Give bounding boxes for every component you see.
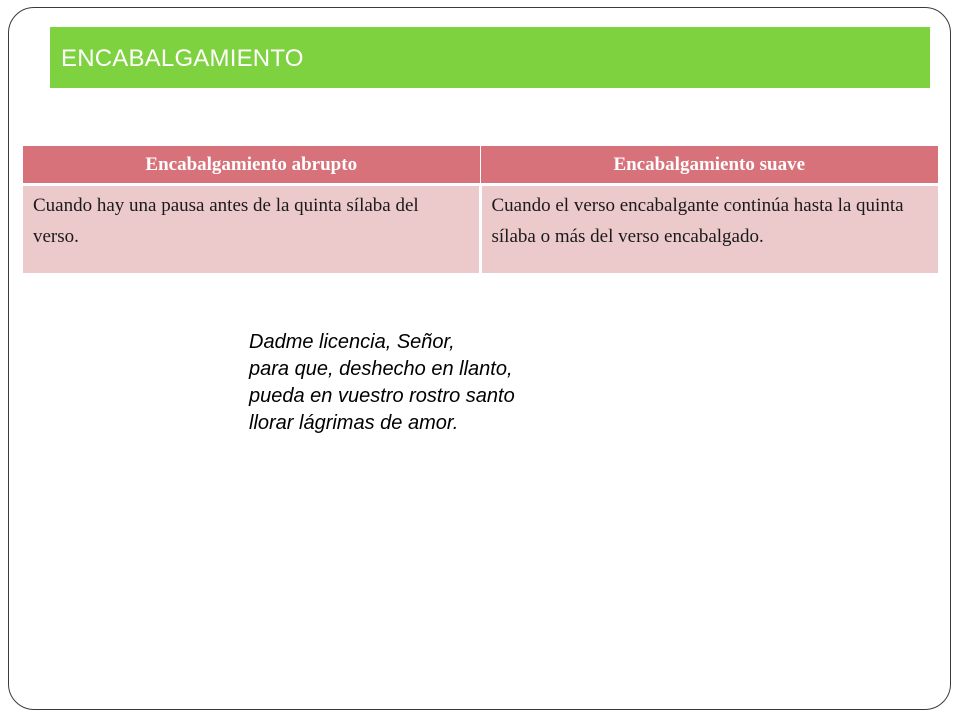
title-bar [50, 27, 930, 88]
header-suave: Encabalgamiento suave [480, 146, 938, 185]
poem-line: Dadme licencia, Señor, [249, 331, 455, 353]
table-row [23, 185, 938, 273]
comparison-table [23, 146, 938, 273]
poem-line: pueda en vuestro rostro santo [249, 385, 515, 407]
header-abrupto: Encabalgamiento abrupto [23, 146, 480, 185]
cell-suave-definition: Cuando el verso encabalgante continúa hasta la quinta sílaba o más del verso encabalgado. [480, 185, 938, 273]
poem-line: para que, deshecho en llanto, [249, 358, 513, 380]
poem-excerpt [249, 329, 515, 437]
slide-title: ENCABALGAMIENTO [61, 45, 304, 72]
poem-line: llorar lágrimas de amor. [249, 412, 459, 434]
table-header-row [23, 146, 938, 185]
cell-abrupto-definition: Cuando hay una pausa antes de la quinta sílaba del verso. [23, 185, 480, 273]
